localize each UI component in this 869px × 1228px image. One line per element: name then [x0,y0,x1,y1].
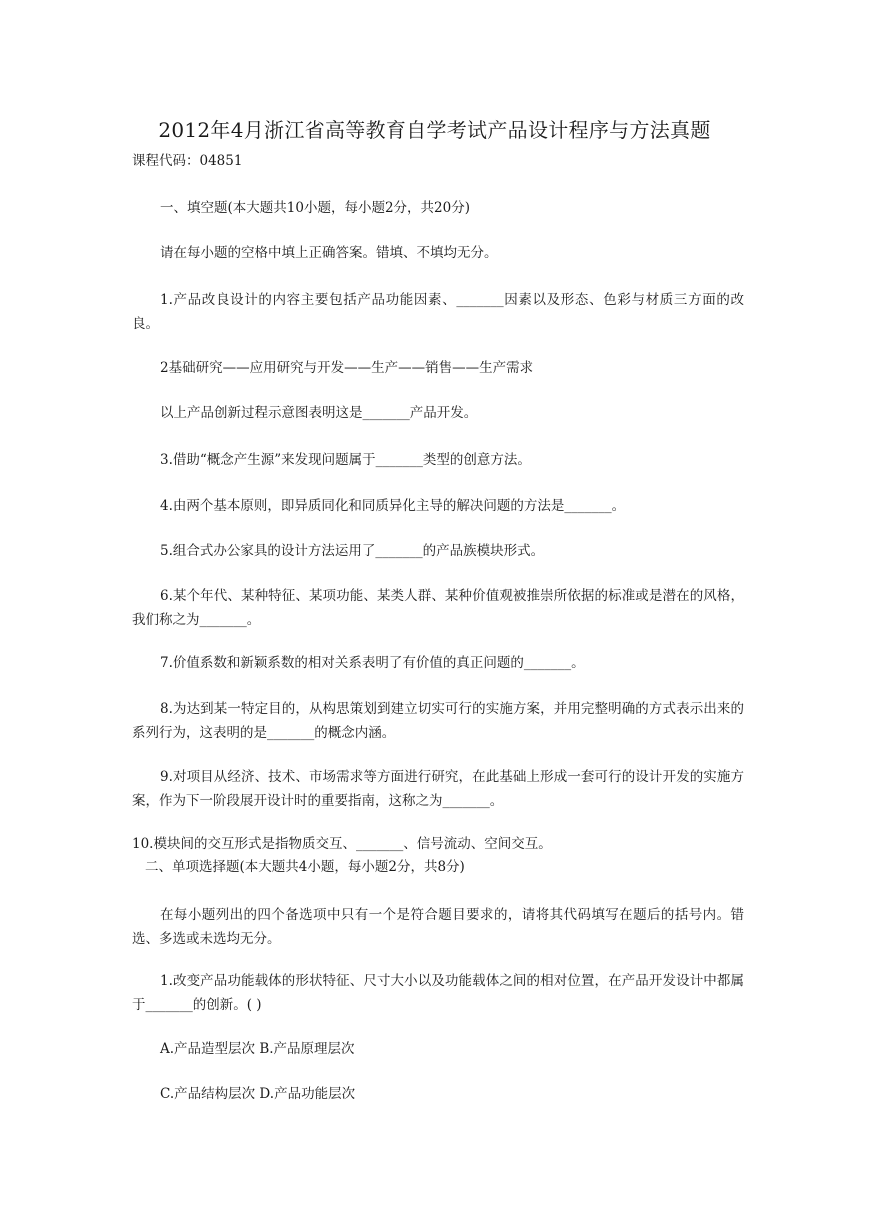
question-9: 9.对项目从经济、技术、市场需求等方面进行研究，在此基础上形成一套可行的设计开发的实施方案，作为下一阶段展开设计时的重要指南，这称之为_______。 [132,769,744,809]
question-8: 8.为达到某一特定目的，从构思策划到建立切实可行的实施方案，并用完整明确的方式表示出来的系列行为，这表明的是_______的概念内涵。 [132,701,744,741]
question-10: 10.模块间的交互形式是指物质交互、_______、信号流动、空间交互。 [132,836,552,852]
question-1: 1.产品改良设计的内容主要包括产品功能因素、_______因素以及形态、色彩与材质三方面的改良。 [132,292,744,332]
choice-options-cd: C.产品结构层次 D.产品功能层次 [160,1086,356,1102]
question-2-diagram: 2基础研究——应用研究与开发——生产——销售——生产需求 [160,360,534,376]
section1-heading: 一、填空题(本大题共10小题，每小题2分，共20分) [160,200,470,216]
section2-heading: 二、单项选择题(本大题共4小题，每小题2分，共8分) [145,859,465,875]
question-2-text: 以上产品创新过程示意图表明这是_______产品开发。 [160,405,478,421]
section2-instruction: 在每小题列出的四个备选项中只有一个是符合题目要求的，请将其代码填写在题后的括号内。错选、多选或未选均无分。 [132,907,744,947]
exam-title: 2012年4月浙江省高等教育自学考试产品设计程序与方法真题 [158,118,711,142]
course-code: 课程代码：04851 [132,153,243,169]
question-3: 3.借助“概念产生源”来发现问题属于_______类型的创意方法。 [160,452,531,468]
question-6: 6.某个年代、某种特征、某项功能、某类人群、某种价值观被推崇所依据的标准或是潜在的风格，我们称之为_______。 [132,588,744,628]
question-7: 7.价值系数和新颖系数的相对关系表明了有价值的真正问题的_______。 [160,655,585,671]
question-5: 5.组合式办公家具的设计方法运用了_______的产品族模块形式。 [160,543,545,559]
section1-instruction: 请在每小题的空格中填上正确答案。错填、不填均无分。 [160,245,498,261]
question-4: 4.由两个基本原则，即异质同化和同质异化主导的解决问题的方法是_______。 [160,498,626,514]
choice-options-ab: A.产品造型层次 B.产品原理层次 [160,1041,355,1057]
choice-question-1: 1.改变产品功能载体的形状特征、尺寸大小以及功能载体之间的相对位置，在产品开发设计中都属于_______的创新。( ) [132,973,744,1013]
